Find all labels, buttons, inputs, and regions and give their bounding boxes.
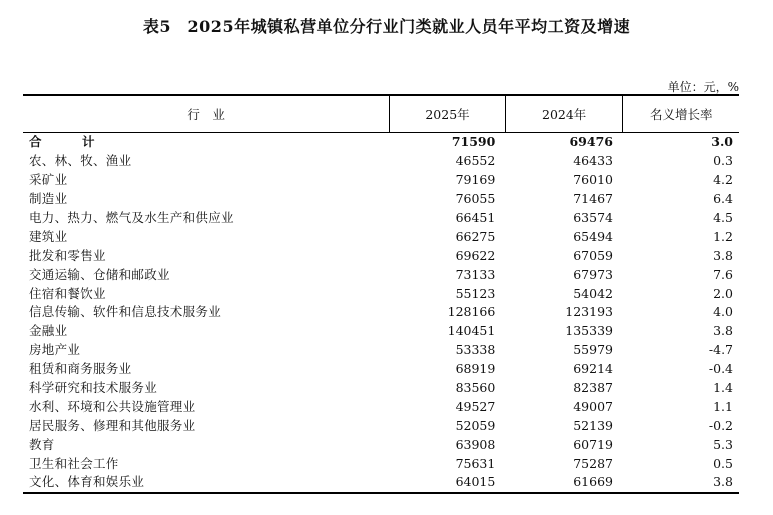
industry-cell: 合 计 bbox=[23, 133, 390, 152]
industry-cell: 住宿和餐饮业 bbox=[29, 285, 106, 301]
value-2024-cell: 65494 bbox=[573, 228, 613, 244]
industry-cell: 电力、热力、燃气及水生产和供应业 bbox=[29, 210, 234, 225]
value-2024-cell: 123193 bbox=[565, 304, 613, 320]
table-row bbox=[23, 322, 739, 341]
table-row bbox=[23, 227, 739, 246]
industry-cell: 居民服务、修理和其他服务业 bbox=[29, 417, 196, 433]
industry-cell: 水利、环境和公共设施管理业 bbox=[29, 398, 196, 414]
value-2024-cell: 69214 bbox=[573, 361, 613, 377]
table-row bbox=[23, 416, 739, 435]
industry-cell: 制造业 bbox=[29, 191, 68, 207]
table-row bbox=[23, 190, 739, 209]
table-row bbox=[23, 397, 739, 416]
header-row bbox=[23, 95, 739, 133]
value-2025-cell: 49527 bbox=[455, 398, 496, 414]
value-2025-cell: 76055 bbox=[455, 191, 496, 207]
table-row bbox=[23, 152, 739, 171]
value-2024-cell: 75287 bbox=[573, 455, 613, 471]
growth-rate-cell: 6.4 bbox=[713, 191, 733, 207]
growth-rate-cell: 3.8 bbox=[623, 473, 739, 493]
table-row bbox=[23, 303, 739, 322]
growth-rate-cell: -0.4 bbox=[708, 361, 733, 377]
header-2025: 2025年 bbox=[390, 95, 506, 133]
value-2025-cell: 128166 bbox=[447, 304, 496, 320]
value-2025-cell: 64015 bbox=[390, 473, 506, 493]
value-2024-cell: 69476 bbox=[505, 133, 623, 152]
value-2024-cell: 135339 bbox=[565, 323, 613, 339]
growth-rate-cell: 4.5 bbox=[713, 210, 733, 225]
header-2024: 2024年 bbox=[505, 95, 623, 133]
value-2025-cell: 69622 bbox=[455, 247, 496, 263]
table-row bbox=[23, 265, 739, 284]
industry-cell: 租赁和商务服务业 bbox=[29, 361, 132, 377]
table-title: 表5 2025年城镇私营单位分行业门类就业人员年平均工资及增速 bbox=[142, 17, 631, 36]
value-2024-cell: 54042 bbox=[573, 285, 613, 301]
value-2025-cell: 66451 bbox=[455, 210, 496, 225]
industry-cell: 卫生和社会工作 bbox=[29, 455, 119, 471]
growth-rate-cell: 4.0 bbox=[713, 304, 733, 320]
table-row bbox=[23, 379, 739, 398]
value-2025-cell: 83560 bbox=[455, 380, 496, 396]
value-2024-cell: 49007 bbox=[573, 398, 613, 414]
value-2024-cell: 60719 bbox=[573, 436, 613, 452]
value-2025-cell: 52059 bbox=[455, 417, 496, 433]
value-2025-cell: 140451 bbox=[447, 323, 496, 339]
value-2024-cell: 76010 bbox=[573, 172, 613, 188]
industry-cell: 金融业 bbox=[29, 323, 68, 339]
table-row bbox=[23, 341, 739, 360]
table-body bbox=[23, 133, 739, 493]
unit-note: 单位：元，% bbox=[667, 80, 739, 94]
value-2025-cell: 73133 bbox=[455, 266, 496, 282]
growth-rate-cell: 1.4 bbox=[713, 380, 733, 396]
industry-cell: 房地产业 bbox=[29, 342, 81, 358]
growth-rate-cell: 3.8 bbox=[713, 247, 733, 263]
value-2025-cell: 66275 bbox=[455, 228, 496, 244]
value-2025-cell: 79169 bbox=[455, 172, 496, 188]
value-2024-cell: 46433 bbox=[573, 153, 613, 169]
table-row bbox=[23, 454, 739, 473]
value-2024-cell: 67059 bbox=[573, 247, 613, 263]
table-row bbox=[23, 171, 739, 190]
value-2025-cell: 68919 bbox=[455, 361, 496, 377]
industry-cell: 信息传输、软件和信息技术服务业 bbox=[29, 304, 222, 320]
value-2024-cell: 52139 bbox=[573, 417, 613, 433]
value-2025-cell: 53338 bbox=[455, 342, 496, 358]
industry-cell: 教育 bbox=[29, 436, 55, 452]
total-row bbox=[23, 133, 739, 152]
value-2024-cell: 61669 bbox=[505, 473, 623, 493]
table-row bbox=[23, 246, 739, 265]
value-2024-cell: 63574 bbox=[573, 210, 613, 225]
value-2024-cell: 82387 bbox=[573, 380, 613, 396]
industry-cell: 建筑业 bbox=[29, 228, 68, 244]
header-growth-rate: 名义增长率 bbox=[623, 95, 739, 133]
value-2025-cell: 55123 bbox=[455, 285, 496, 301]
growth-rate-cell: 4.2 bbox=[713, 172, 733, 188]
growth-rate-cell: 1.1 bbox=[713, 398, 733, 414]
industry-cell: 交通运输、仓储和邮政业 bbox=[29, 266, 170, 282]
growth-rate-cell: -4.7 bbox=[708, 342, 733, 358]
growth-rate-cell: 3.8 bbox=[713, 323, 733, 339]
growth-rate-cell: 5.3 bbox=[713, 436, 733, 452]
value-2025-cell: 46552 bbox=[455, 153, 496, 169]
value-2024-cell: 55979 bbox=[573, 342, 613, 358]
industry-cell: 科学研究和技术服务业 bbox=[29, 380, 158, 396]
wage-table bbox=[23, 94, 739, 494]
value-2024-cell: 71467 bbox=[573, 191, 613, 207]
table-row bbox=[23, 284, 739, 303]
table-row bbox=[23, 435, 739, 454]
table-row bbox=[23, 209, 739, 228]
growth-rate-cell: 7.6 bbox=[713, 266, 733, 282]
header-industry: 行 业 bbox=[23, 95, 390, 133]
growth-rate-cell: 0.3 bbox=[713, 153, 733, 169]
industry-cell: 批发和零售业 bbox=[29, 247, 106, 263]
growth-rate-cell: 1.2 bbox=[713, 228, 733, 244]
value-2025-cell: 71590 bbox=[390, 133, 506, 152]
value-2025-cell: 63908 bbox=[455, 436, 496, 452]
industry-cell: 采矿业 bbox=[29, 172, 68, 188]
table-row bbox=[23, 473, 739, 493]
growth-rate-cell: -0.2 bbox=[708, 417, 733, 433]
growth-rate-cell: 2.0 bbox=[713, 285, 733, 301]
growth-rate-cell: 0.5 bbox=[713, 455, 733, 471]
industry-cell: 文化、体育和娱乐业 bbox=[23, 473, 390, 493]
value-2024-cell: 67973 bbox=[573, 266, 613, 282]
industry-cell: 农、林、牧、渔业 bbox=[29, 153, 132, 169]
growth-rate-cell: 3.0 bbox=[623, 133, 739, 152]
value-2025-cell: 75631 bbox=[455, 455, 496, 471]
table-row bbox=[23, 360, 739, 379]
